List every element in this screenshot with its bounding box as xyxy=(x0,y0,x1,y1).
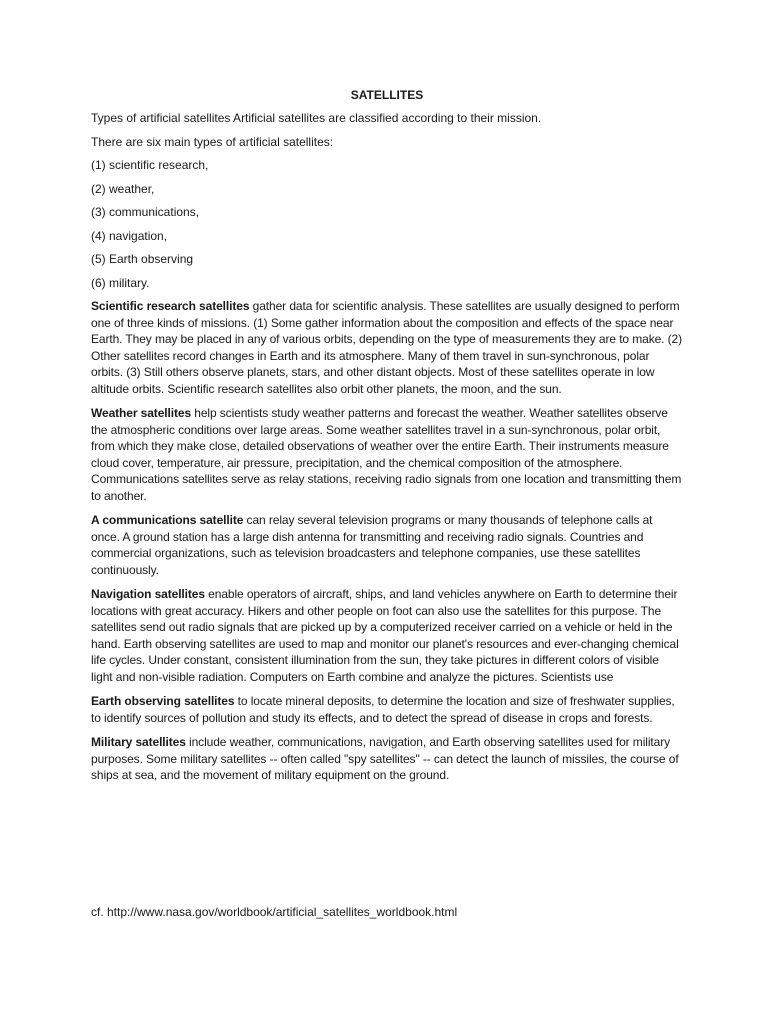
section-lead: Weather satellites xyxy=(91,406,192,420)
section-lead: A communications satellite xyxy=(91,513,244,527)
document-body xyxy=(91,86,683,792)
section-scientific-research xyxy=(91,298,683,397)
section-lead: Navigation satellites xyxy=(91,587,205,601)
document-title: SATELLITES xyxy=(350,88,424,102)
list-item: (5) Earth observing xyxy=(91,252,194,266)
section-communications xyxy=(91,512,683,578)
section-text: enable operators of aircraft, ships, and land vehicles anywhere on Earth to determine their locations with great accuracy. Hikers and other people on foot can also use the satellites for this purpose. The satellites send out radio signals that are picked up by a computerized receiver carried on a vehicle or held in the hand. Earth observing satellites are used to map and monitor our planet's resources and ever-changing chemical life cycles. Under constant, consistent illumination from the sun, they take pictures in different colors of visible light and non-visible radiation. Computers on Earth combine and analyze the pictures. Scientists use xyxy=(91,587,679,684)
section-lead: Earth observing satellites xyxy=(91,694,235,708)
section-lead: Scientific research satellites xyxy=(91,299,250,313)
section-lead: Military satellites xyxy=(91,735,186,749)
list-item: (4) navigation, xyxy=(91,228,168,243)
list-item: (3) communications, xyxy=(91,205,200,219)
list-item: (1) scientific research, xyxy=(91,158,209,172)
section-text: help scientists study weather patterns and forecast the weather. Weather satellites observe the atmospheric conditions over large areas. Some weather satellites travel in a sun-synchronous, polar orbit, from which they make close, detailed observations of weather over the entire Earth. Their instruments measure cloud cover, temperature, air pressure, precipitation, and the chemical composition of the atmosphere. Communications satellites serve as relay stations, receiving radio signals from one location and transmitting them to another. xyxy=(91,406,682,503)
section-text: include weather, communications, navigation, and Earth observing satellites used for military purposes. Some military satellites -- often called "spy satellites" -- can detect the launch of missiles, the course of ships at sea, and the movement of military equipment on the ground. xyxy=(91,735,679,782)
section-text: can relay several television programs or many thousands of telephone calls at once. A ground station has a large dish antenna for transmitting and receiving radio signals. Countries and commercial organizations, such as television broadcasters and telephone companies, use these satellites continuously. xyxy=(91,513,653,577)
section-military xyxy=(91,734,683,784)
list-item: (6) military. xyxy=(91,275,150,290)
satellite-types-list xyxy=(91,157,683,291)
section-earth-observing xyxy=(91,693,683,726)
section-navigation xyxy=(91,586,683,685)
list-item: (2) weather, xyxy=(91,181,155,196)
section-text: to locate mineral deposits, to determine the location and size of freshwater supplies, to identify sources of pollution and study its effects, and to detect the spread of disease in crops and forests. xyxy=(91,694,675,725)
intro-line: Types of artificial satellites Artificial satellites are classified according to their mission. xyxy=(91,111,542,125)
section-weather xyxy=(91,405,683,504)
list-heading: There are six main types of artificial satellites: xyxy=(91,134,334,149)
section-text: gather data for scientific analysis. These satellites are usually designed to perform one of three kinds of missions. (1) Some gather information about the composition and effects of the space near Earth. They may be placed in any of various orbits, depending on the type of measurements they are to make. (2) Other satellites record changes in Earth and its atmosphere. Many of them travel in sun-synchronous, polar orbits. (3) Still others observe planets, stars, and other distant objects. Most of these satellites operate in low altitude orbits. Scientific research satellites also orbit other planets, the moon, and the sun. xyxy=(91,299,683,396)
footer-citation: cf. http://www.nasa.gov/worldbook/artificial_satellites_worldbook.html xyxy=(91,905,458,919)
